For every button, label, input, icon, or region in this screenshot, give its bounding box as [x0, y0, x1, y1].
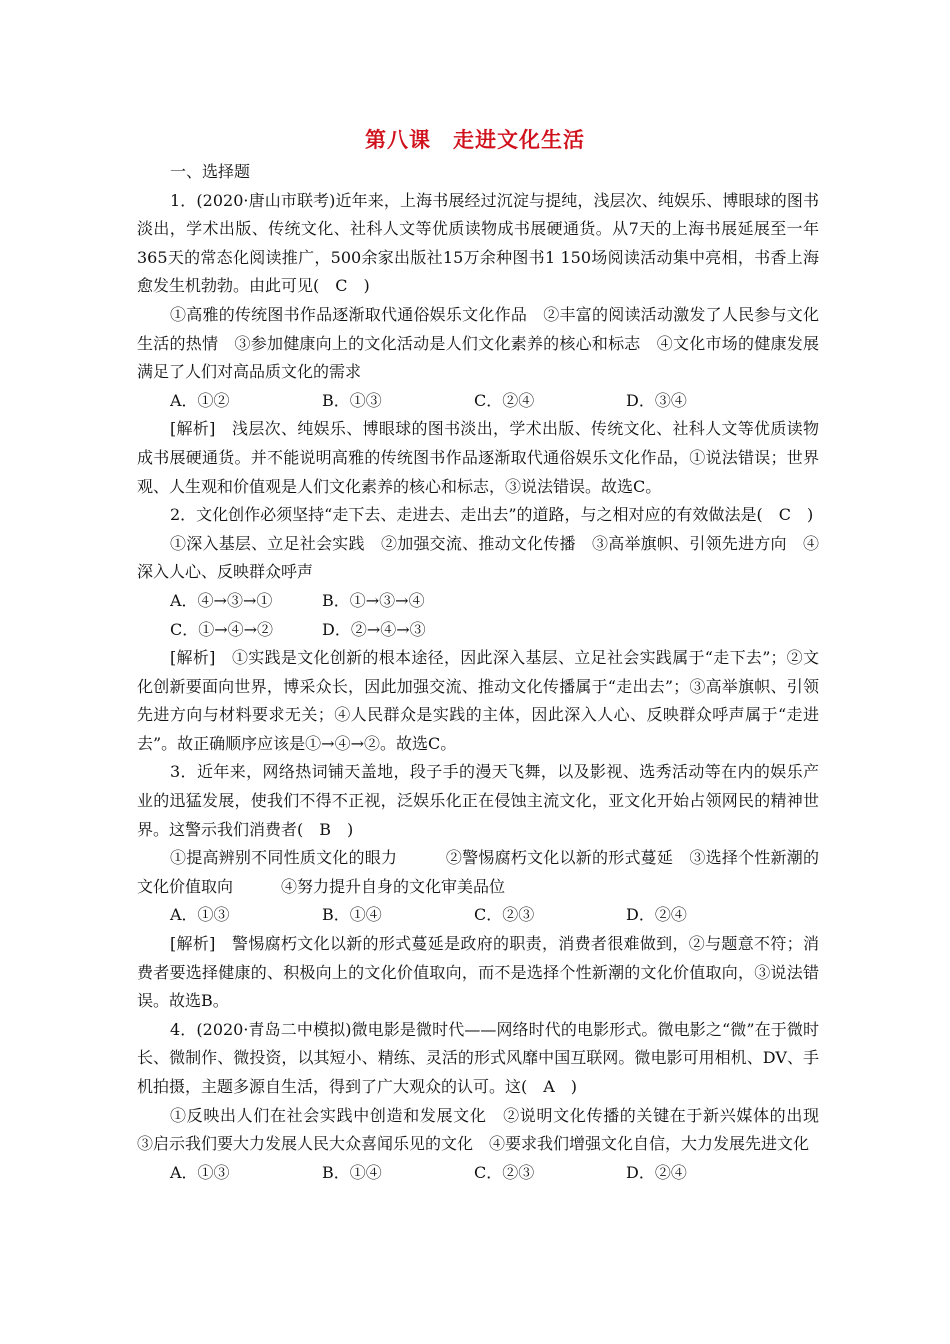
- option-a: A．①②: [170, 390, 230, 410]
- option-a: A．①③: [170, 905, 230, 925]
- option-a: A．①③: [170, 1162, 230, 1182]
- option-b: B．①④: [322, 905, 382, 925]
- section-heading: 一、选择题: [170, 162, 251, 181]
- question-3-stem: 3．近年来，网络热词铺天盖地，段子手的漫天飞舞，以及影视、选秀活动等在内的娱乐产业的迅猛发展，使我们不得不正视，泛娱乐化正在侵蚀主流文化，亚文化开始占领网民的精神世界。这警示我们消费者( B ): [137, 762, 819, 839]
- lesson-title: 第八课 走进文化生活: [365, 128, 585, 152]
- option-c: C．②③: [474, 905, 535, 925]
- question-1-stem: 1．(2020·唐山市联考)近年来，上海书展经过沉淀与提纯，浅层次、纯娱乐、博眼球的图书淡出，学术出版、传统文化、社科人文等优质读物成书展硬通货。从7天的上海书展延展至一年365天的常态化阅读推广，500余家出版社15万余种图书1 150场阅读活动集中亮相，书香上海愈发生机勃勃。由此可见( C ): [137, 190, 819, 296]
- question-1-options: [137, 387, 819, 416]
- option-b: B．①④: [322, 1162, 382, 1182]
- option-a: A．④→③→①: [170, 590, 273, 610]
- question-3-analysis: [解析] 警惕腐朽文化以新的形式蔓延是政府的职责，消费者很难做到，②与题意不符；消费者要选择健康的、积极向上的文化价值取向，而不是选择个性新潮的文化价值取向，③说法错误。故选B。: [137, 934, 819, 1011]
- question-2-options-row-2: [137, 616, 819, 645]
- question-2-analysis: [解析] ①实践是文化创新的根本途径，因此深入基层、立足社会实践属于“走下去”；②文化创新要面向世界，博采众长，因此加强交流、推动文化传播属于“走出去”；③高举旗帜、引领先进方向与材料要求无关；④人民群众是实践的主体，因此深入人心、反映群众呼声属于“走进去”。故正确顺序应该是①→④→②。故选C。: [137, 648, 819, 753]
- question-2-options-row-1: [137, 587, 819, 616]
- question-3-statements: ①提高辨别不同性质文化的眼力 ②警惕腐朽文化以新的形式蔓延 ③选择个性新潮的文化价值取向 ④努力提升自身的文化审美品位: [137, 848, 819, 896]
- question-1-analysis: [解析] 浅层次、纯娱乐、博眼球的图书淡出，学术出版、传统文化、社科人文等优质读物成书展硬通货。并不能说明高雅的传统图书作品逐渐取代通俗娱乐文化作品，①说法错误；世界观、人生观和价值观是人们文化素养的核心和标志，③说法错误。故选C。: [137, 419, 819, 496]
- question-2-statements: ①深入基层、立足社会实践 ②加强交流、推动文化传播 ③高举旗帜、引领先进方向 ④深入人心、反映群众呼声: [137, 533, 819, 582]
- option-d: D．②④: [626, 905, 687, 925]
- question-1-statements: ①高雅的传统图书作品逐渐取代通俗娱乐文化作品 ②丰富的阅读活动激发了人民参与文化生活的热情 ③参加健康向上的文化活动是人们文化素养的核心和标志 ④文化市场的健康发展满足了人们对高品质文化的需求: [137, 304, 819, 382]
- document-body: [137, 158, 836, 1187]
- option-c: C．①→④→②: [170, 619, 274, 639]
- question-4-options: [137, 1159, 819, 1188]
- option-d: D．③④: [626, 390, 687, 410]
- question-4-stem: 4．(2020·青岛二中模拟)微电影是微时代——网络时代的电影形式。微电影之“微”在于微时长、微制作、微投资，以其短小、精练、灵活的形式风靡中国互联网。微电影可用相机、DV、手机拍摄，主题多源自生活，得到了广大观众的认可。这( A ): [137, 1019, 819, 1096]
- option-b: B．①→③→④: [322, 590, 425, 610]
- option-c: C．②③: [474, 1162, 535, 1182]
- question-4-statements: ①反映出人们在社会实践中创造和发展文化 ②说明文化传播的关键在于新兴媒体的出现 ③启示我们要大力发展人民大众喜闻乐见的文化 ④要求我们增强文化自信，大力发展先进文化: [137, 1105, 836, 1154]
- option-d: D．②④: [626, 1162, 687, 1182]
- option-c: C．②④: [474, 390, 535, 410]
- question-3-options: [137, 901, 819, 930]
- option-b: B．①③: [322, 390, 382, 410]
- question-2-stem: 2．文化创作必须坚持“走下去、走进去、走出去”的道路，与之相对应的有效做法是( C ): [170, 505, 814, 525]
- option-d: D．②→④→③: [322, 619, 426, 639]
